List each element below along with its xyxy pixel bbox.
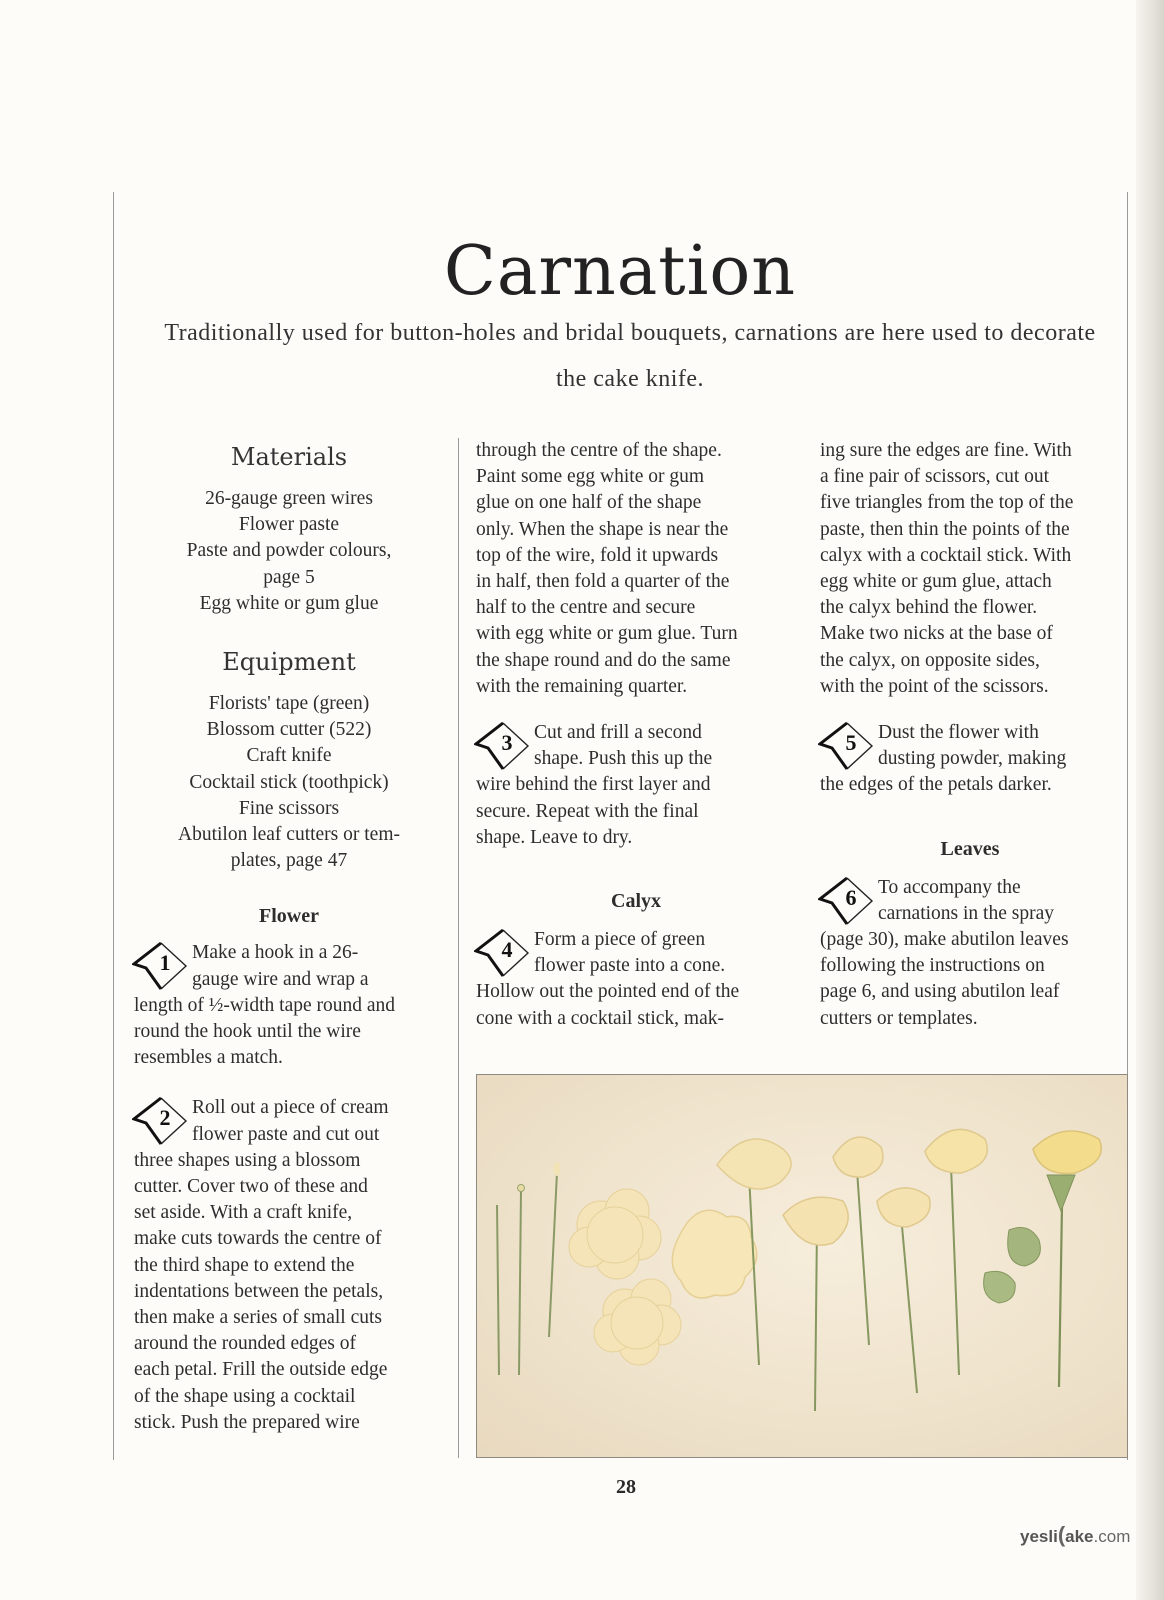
carnation-stages-photo <box>476 1074 1128 1458</box>
step-number: 2 <box>159 1105 171 1131</box>
step-line: cutter. Cover two of these and <box>134 1176 368 1198</box>
step-line: length of ½-width tape round and <box>134 994 396 1016</box>
step-line: then make a series of small cuts <box>134 1307 383 1329</box>
calyx-cone <box>1008 1228 1041 1266</box>
step-line: of the shape using a cocktail <box>134 1385 356 1407</box>
equipment-item: Blossom cutter (522) <box>206 719 372 741</box>
step-number: 3 <box>501 730 513 756</box>
folded-flower <box>877 1188 930 1227</box>
step-line: the edges of the petals darker. <box>820 774 1052 796</box>
step-line: flower paste into a cone. <box>534 955 726 977</box>
step-line: shape. Leave to dry. <box>476 826 633 848</box>
step-4 <box>476 927 796 1032</box>
equipment-item: plates, page 47 <box>230 850 348 872</box>
page-title: Carnation <box>443 231 797 311</box>
step-line: Hollow out the pointed end of the <box>476 981 740 1003</box>
step-line: resembles a match. <box>134 1047 283 1069</box>
materials-heading: Materials <box>230 443 348 471</box>
materials-item: Flower paste <box>238 514 340 536</box>
step-6 <box>820 875 1120 1032</box>
watermark-text: ake <box>1065 1527 1094 1546</box>
step-line: To accompany the <box>878 876 1021 898</box>
step-line: in half, then fold a quarter of the <box>476 571 730 593</box>
step-number: 5 <box>845 730 857 756</box>
step-line: set aside. With a craft knife, <box>134 1202 353 1224</box>
step-line: round the hook until the wire <box>134 1021 361 1043</box>
page-number: 28 <box>616 1476 636 1498</box>
calyx-heading: Calyx <box>611 890 661 913</box>
step-line: cutters or templates. <box>820 1007 978 1029</box>
left-column <box>134 442 444 1436</box>
equipment-list <box>134 691 444 874</box>
step-line: stick. Push the prepared wire <box>134 1411 360 1433</box>
step-3 <box>476 720 796 851</box>
step-line: page 6, and using abutilon leaf <box>820 981 1060 1003</box>
step-line: carnations in the spray <box>878 902 1054 924</box>
step-line: (page 30), make abutilon leaves <box>820 929 1069 951</box>
step-number: 4 <box>501 937 513 963</box>
step-line: gauge wire and wrap a <box>192 968 369 990</box>
step-line: with egg white or gum glue. Turn <box>476 623 738 645</box>
step-line: top of the wire, fold it upwards <box>476 544 719 566</box>
watermark-text: .com <box>1093 1527 1131 1546</box>
step-line: ing sure the edges are fine. With <box>820 440 1072 461</box>
step-line: secure. Repeat with the final <box>476 800 699 822</box>
step-line: the calyx, on opposite sides, <box>820 649 1040 671</box>
center-rule <box>458 438 459 1458</box>
step-line: around the rounded edges of <box>134 1333 357 1355</box>
step-line: egg white or gum glue, attach <box>820 571 1052 593</box>
step-line: five triangles from the top of the <box>820 492 1074 514</box>
middle-column <box>476 438 796 1032</box>
step-4-continued <box>820 438 1120 700</box>
equipment-item: Craft knife <box>246 745 332 767</box>
folded-flower <box>925 1129 987 1173</box>
materials-item: page 5 <box>263 566 315 588</box>
right-column <box>820 438 1120 1032</box>
step-line: following the instructions on <box>820 955 1045 977</box>
frilled-shape <box>672 1210 756 1298</box>
site-watermark <box>1020 1522 1130 1548</box>
step-line: paste, then thin the points of the <box>820 518 1070 540</box>
step-line: Cut and frill a second <box>534 722 702 744</box>
equipment-heading: Equipment <box>222 648 356 677</box>
step-2 <box>134 1095 444 1436</box>
step-line: make cuts towards the centre of <box>134 1228 382 1250</box>
step-1 <box>134 940 444 1071</box>
step-line: glue on one half of the shape <box>476 492 702 514</box>
step-line: Paint some egg white or gum <box>476 466 705 488</box>
calyx <box>1047 1175 1075 1211</box>
materials-item: 26-gauge green wires <box>205 488 373 509</box>
step-line: half to the centre and secure <box>476 597 696 619</box>
materials-item: Egg white or gum glue <box>199 592 379 614</box>
materials-list <box>134 486 444 617</box>
step-number: 1 <box>159 950 171 976</box>
cake-logo-icon: ( <box>1057 1522 1066 1547</box>
step-line: Dust the flower with <box>878 722 1039 744</box>
folded-flower <box>833 1137 883 1177</box>
equipment-item: Florists' tape (green) <box>208 693 370 715</box>
step-line: dusting powder, making <box>878 748 1067 770</box>
equipment-item: Fine scissors <box>238 797 340 819</box>
step-line: shape. Push this up the <box>534 748 713 770</box>
step-line: with the point of the scissors. <box>820 675 1049 697</box>
equipment-item: Abutilon leaf cutters or tem- <box>177 824 400 846</box>
flower-heading: Flower <box>259 905 319 928</box>
step-line: the third shape to extend the <box>134 1254 355 1276</box>
step-line: Make a hook in a 26- <box>192 942 359 964</box>
folded-flower <box>783 1197 848 1245</box>
step-line: each petal. Frill the outside edge <box>134 1359 388 1381</box>
step-line: through the centre of the shape. <box>476 440 722 461</box>
step-line: cone with a cocktail stick, mak- <box>476 1007 724 1029</box>
step-number: 6 <box>845 884 857 910</box>
left-rule <box>113 192 114 1460</box>
watermark-text: yesli <box>1020 1527 1058 1546</box>
step-2-continued <box>476 438 796 700</box>
equipment-item: Cocktail stick (toothpick) <box>189 771 389 793</box>
step-line: Form a piece of green <box>534 929 706 951</box>
step-line: three shapes using a blossom <box>134 1149 361 1171</box>
blossom-shape <box>569 1189 661 1279</box>
blossom-shape <box>594 1279 681 1365</box>
step-line: indentations between the petals, <box>134 1280 384 1302</box>
step-line: a fine pair of scissors, cut out <box>820 466 1050 488</box>
step-line: calyx with a cocktail stick. With <box>820 544 1072 566</box>
step-line: Make two nicks at the base of <box>820 623 1053 645</box>
step-line: Roll out a piece of cream <box>192 1097 389 1119</box>
carnation-stages-illustration <box>477 1075 1127 1457</box>
step-5 <box>820 720 1120 799</box>
step-line: with the remaining quarter. <box>476 675 688 697</box>
step-line: the shape round and do the same <box>476 649 731 671</box>
finished-carnation <box>1033 1131 1101 1174</box>
step-line: flower paste and cut out <box>192 1123 380 1145</box>
materials-item: Paste and powder colours, <box>186 540 392 562</box>
step-line: only. When the shape is near the <box>476 518 729 540</box>
folded-flower <box>717 1139 791 1189</box>
step-line: the calyx behind the flower. <box>820 597 1038 619</box>
page-subtitle: Traditionally used for button-holes and bridal bouquets, carnations are here used to decorate the cake knife. <box>164 320 1096 392</box>
step-line: wire behind the first layer and <box>476 774 711 796</box>
calyx-cone <box>984 1271 1016 1303</box>
leaves-heading: Leaves <box>940 837 1000 860</box>
